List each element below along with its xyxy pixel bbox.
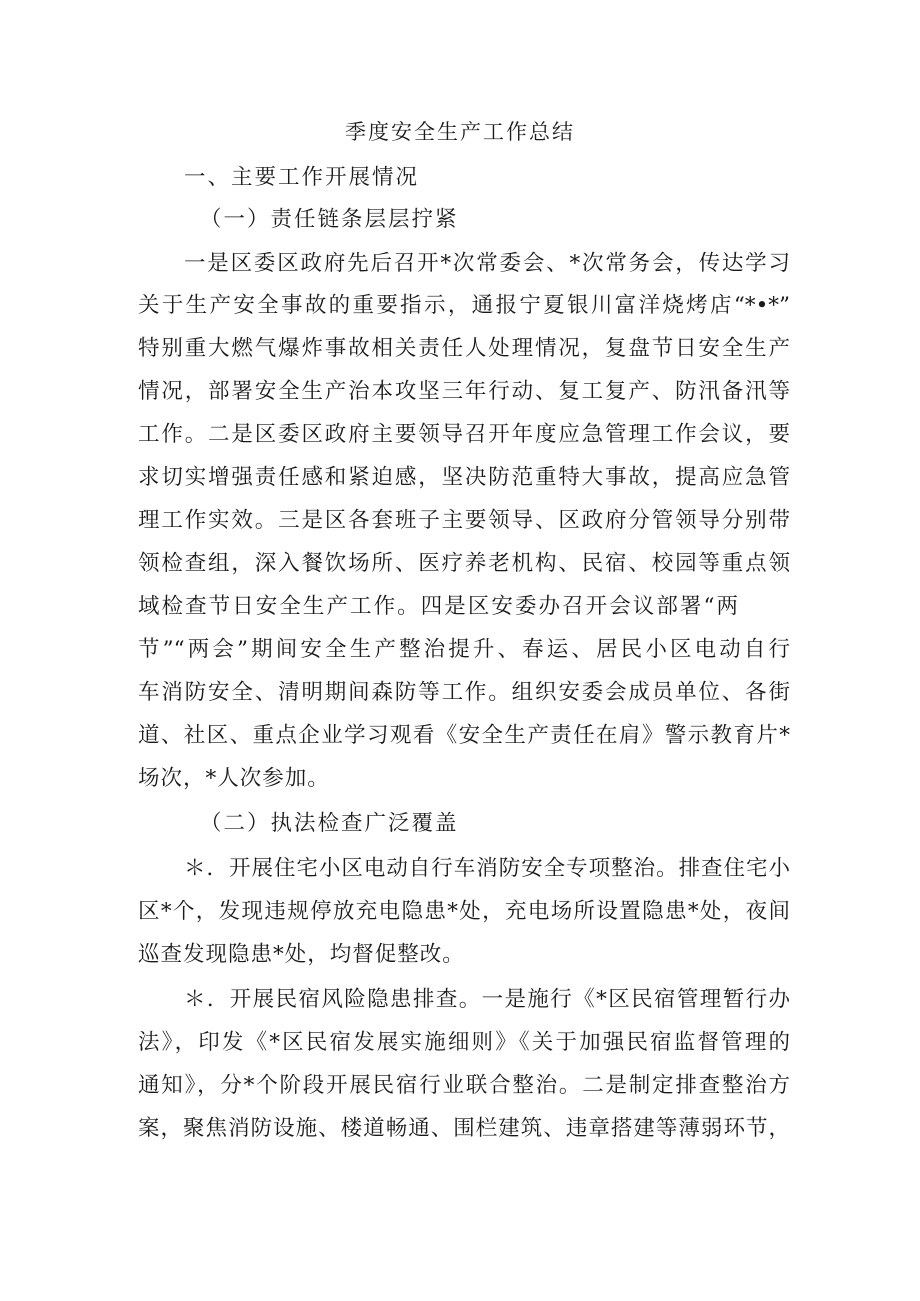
subsection-heading: （二）执法检查广泛覆盖 (200, 811, 459, 836)
paragraph-line: 通知》，分*个阶段开展民宿行业联合整治。二是制定排查整治方 (138, 1073, 790, 1098)
paragraph-line: 巡查发现隐患*处，均督促整改。 (138, 942, 465, 967)
paragraph-line: 车消防安全、清明期间森防等工作。组织安委会成员单位、各街 (138, 680, 790, 705)
paragraph-line: 理工作实效。三是区各套班子主要领导、区政府分管领导分别带 (138, 508, 790, 533)
subsection-heading: （一）责任链条层层拧紧 (200, 207, 459, 232)
paragraph-line: 领检查组，深入餐饮场所、医疗养老机构、民宿、校园等重点领 (138, 551, 790, 576)
paragraph-line: ＊．开展民宿风险隐患排查。一是施行《*区民宿管理暂行办 (184, 987, 790, 1012)
paragraph-line: 区*个，发现违规停放充电隐患*处，充电场所设置隐患*处，夜间 (138, 899, 790, 924)
paragraph-line: 特别重大燃气爆炸事故相关责任人处理情况，复盘节日安全生产 (138, 336, 790, 361)
paragraph-line: 情况，部署安全生产治本攻坚三年行动、复工复产、防汛备汛等 (138, 379, 790, 404)
section-heading: 一、主要工作开展情况 (184, 165, 420, 190)
document-title: 季度安全生产工作总结 (345, 120, 575, 144)
paragraph-line: 域检查节日安全生产工作。四是区安委办召开会议部署“两 (138, 594, 738, 619)
paragraph-line: 场次，*人次参加。 (138, 766, 330, 791)
paragraph-line: 案，聚焦消防设施、楼道畅通、围栏建筑、违章搭建等薄弱环节， (138, 1116, 790, 1141)
paragraph-line: 法》，印发《*区民宿发展实施细则》《关于加强民宿监督管理的 (138, 1030, 790, 1055)
paragraph-line: ＊．开展住宅小区电动自行车消防安全专项整治。排查住宅小 (184, 856, 790, 881)
paragraph-line: 一是区委区政府先后召开*次常委会、*次常务会，传达学习 (184, 251, 790, 276)
paragraph-line: 道、社区、重点企业学习观看《安全生产责任在肩》警示教育片* (138, 723, 790, 748)
paragraph-line: 求切实增强责任感和紧迫感，坚决防范重特大事故，提高应急管 (138, 465, 790, 490)
paragraph-line: 工作。二是区委区政府主要领导召开年度应急管理工作会议，要 (138, 422, 790, 447)
paragraph-line: 关于生产安全事故的重要指示，通报宁夏银川富洋烧烤店“*•*” (138, 293, 790, 318)
paragraph-line: 节”“两会”期间安全生产整治提升、春运、居民小区电动自行 (138, 637, 790, 662)
